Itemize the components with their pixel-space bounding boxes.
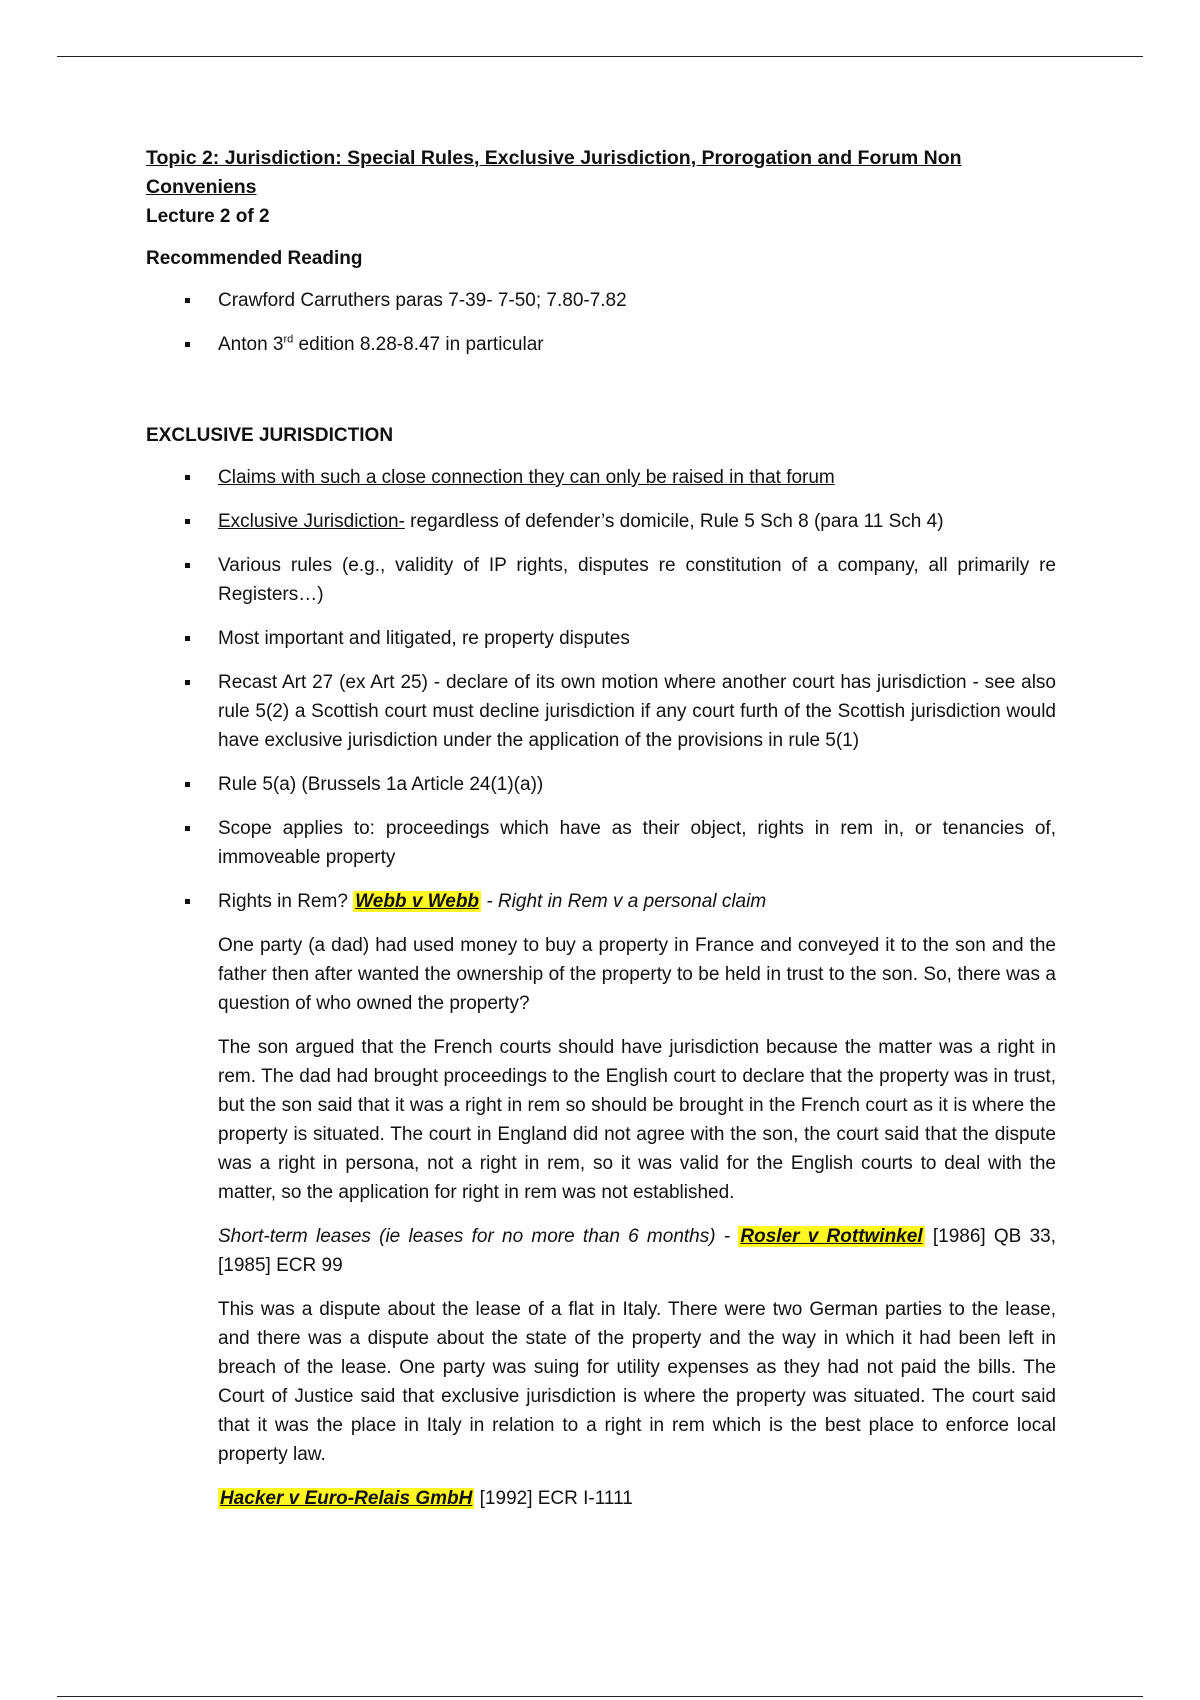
list-item bbox=[146, 887, 1056, 916]
list-item bbox=[146, 463, 1056, 492]
bullet-text-italic: - Right in Rem v a personal claim bbox=[481, 891, 767, 912]
bullet-text-underlined: Exclusive Jurisdiction- bbox=[218, 511, 405, 532]
exclusive-jurisdiction-heading: EXCLUSIVE JURISDICTION bbox=[146, 425, 394, 446]
bullet-text: Rule 5(a) (Brussels 1a Article 24(1)(a)) bbox=[218, 774, 544, 795]
case-name-highlight: Webb v Webb bbox=[355, 891, 480, 912]
document-body bbox=[146, 144, 1056, 1528]
bottom-rule bbox=[57, 1696, 1143, 1697]
list-item bbox=[146, 551, 1056, 609]
bullet-icon bbox=[185, 298, 190, 303]
bullet-text: Claims with such a close connection they can only be raised in that forum bbox=[218, 467, 835, 488]
reading-item-post: edition 8.28-8.47 in particular bbox=[293, 334, 544, 355]
bullet-text: regardless of defender’s domicile, Rule 5 Sch 8 (para 11 Sch 4) bbox=[404, 511, 944, 532]
bullet-icon bbox=[185, 563, 190, 568]
bullet-text: Most important and litigated, re property disputes bbox=[218, 628, 630, 649]
bullet-text: Scope applies to: proceedings which have as their object, rights in rem in, or tenancies of, immoveable property bbox=[218, 818, 1056, 868]
list-item bbox=[146, 814, 1056, 872]
reading-item-pre: Anton 3 bbox=[218, 334, 284, 355]
list-item bbox=[146, 286, 1056, 315]
bullet-icon bbox=[185, 782, 190, 787]
rosler-paragraph: This was a dispute about the lease of a flat in Italy. There were two German parties to the lease, and there was a dispute about the state of the property and the way in which it had been left in breach of the lease. One party was suing for utility expenses as they had not paid the bills. The Court of Justice said that exclusive jurisdiction is where the property was situated. The court said that it was the place in Italy in relation to a right in rem which is the best place to enforce local property law. bbox=[218, 1299, 1056, 1465]
bullet-icon bbox=[185, 342, 190, 347]
list-item bbox=[146, 624, 1056, 653]
case-name-highlight: Hacker v Euro-Relais GmbH bbox=[220, 1488, 473, 1509]
webb-paragraph-1: One party (a dad) had used money to buy a property in France and conveyed it to the son and the father then after wanted the ownership of the property to be held in trust to the son. So, there was a question of who owned the property? bbox=[218, 935, 1056, 1014]
list-item bbox=[146, 330, 1056, 359]
rosler-intro-text: Short-term leases (ie leases for no more than 6 months) - bbox=[218, 1226, 739, 1247]
list-item bbox=[146, 668, 1056, 755]
exclusive-list bbox=[146, 463, 1056, 916]
rosler-intro bbox=[218, 1222, 1056, 1280]
hacker-line bbox=[218, 1484, 1056, 1513]
hacker-citation: [1992] ECR I-1111 bbox=[474, 1488, 633, 1509]
recommended-reading-heading: Recommended Reading bbox=[146, 248, 363, 269]
bullet-icon bbox=[185, 519, 190, 524]
case-name-highlight: Rosler v Rottwinkel bbox=[740, 1226, 923, 1247]
list-item bbox=[146, 770, 1056, 799]
bullet-icon bbox=[185, 899, 190, 904]
bullet-icon bbox=[185, 826, 190, 831]
rosler-citation: [1986] QB 33, [1985] ECR 99 bbox=[218, 1226, 1056, 1276]
bullet-text: Various rules (e.g., validity of IP rights, disputes re constitution of a company, all primarily re Registers…) bbox=[218, 555, 1056, 605]
bullet-icon bbox=[185, 475, 190, 480]
bullet-icon bbox=[185, 636, 190, 641]
bullet-text: Recast Art 27 (ex Art 25) - declare of its own motion where another court has jurisdiction - see also rule 5(2) a Scottish court must decline jurisdiction if any court furth of the Scottish jurisdiction would have exclusive jurisdiction under the application of the provisions in rule 5(1) bbox=[218, 672, 1056, 751]
reading-list bbox=[146, 286, 1056, 359]
webb-paragraph-2: The son argued that the French courts should have jurisdiction because the matter was a right in rem. The dad had brought proceedings to the English court to declare that the property was in trust, but the son said that it was a right in rem so should be brought in the French court as it is where the property is situated. The court in England did not agree with the son, the court said that the dispute was a right in persona, not a right in rem, so it was valid for the English courts to deal with the matter, so the application for right in rem was not established. bbox=[218, 1037, 1056, 1203]
lecture-subtitle: Lecture 2 of 2 bbox=[146, 206, 270, 227]
bullet-text: Rights in Rem? bbox=[218, 891, 354, 912]
topic-title: Topic 2: Jurisdiction: Special Rules, Exclusive Jurisdiction, Prorogation and Forum Non Conveniens bbox=[146, 147, 962, 198]
reading-item-text: Crawford Carruthers paras 7-39- 7-50; 7.80-7.82 bbox=[218, 290, 627, 311]
bullet-icon bbox=[185, 680, 190, 685]
top-rule bbox=[57, 56, 1143, 57]
reading-item-sup: rd bbox=[283, 333, 294, 346]
list-item bbox=[146, 507, 1056, 536]
